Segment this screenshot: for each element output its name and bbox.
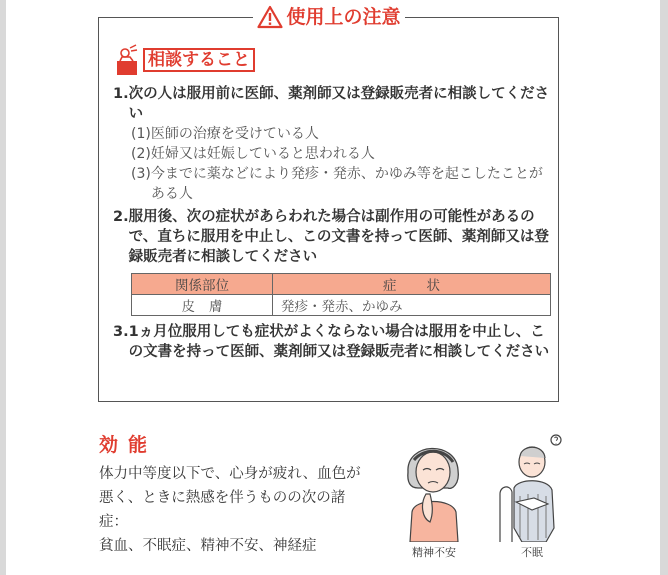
document-page xyxy=(6,0,660,575)
caution-box xyxy=(98,6,559,402)
caution-title-text: 使用上の注意 xyxy=(286,6,401,28)
caution-item-3: 3. 1ヵ月位服用しても症状がよくならない場合は服用を中止し、この文書を持って医師、薬剤師又は登録販売者に相談してください xyxy=(113,324,550,360)
anxious-woman-illustration-icon xyxy=(396,432,472,542)
warning-icon xyxy=(256,5,282,29)
caution-item-2: 2. 服用後、次の症状があらわれた場合は副作用の可能性があるので、直ちに服用を中止し、この文書を持って医師、薬剤師又は登録販売者に相談してください xyxy=(113,209,549,265)
table-header-cell: 症状 xyxy=(273,274,551,295)
efficacy-symptoms: 貧血、不眠症、精神不安、神経症 xyxy=(99,538,317,554)
consult-heading xyxy=(116,44,255,76)
figure-anxiety xyxy=(388,432,480,560)
figure-insomnia xyxy=(486,432,578,560)
caution-items xyxy=(113,84,551,362)
sleepless-man-illustration-icon xyxy=(492,432,572,542)
table-cell: 皮膚 xyxy=(132,295,273,316)
table-row xyxy=(132,295,551,316)
efficacy-text xyxy=(99,462,369,558)
caution-subitem-3: (3) 今までに薬などにより発疹・発赤、かゆみ等を起こしたことがある人 xyxy=(131,166,543,202)
caution-subitem-2: (2) 妊婦又は妊娠していると思われる人 xyxy=(131,146,375,162)
caution-item-1: 1. 次の人は服用前に医師、薬剤師又は登録販売者に相談してください xyxy=(113,86,550,122)
consult-label: 相談すること xyxy=(143,48,255,72)
table-cell: 発疹・発赤、かゆみ xyxy=(273,295,551,316)
figure-caption: 不眠 xyxy=(521,546,543,559)
efficacy-title: 効能 xyxy=(99,434,158,456)
consult-person-icon xyxy=(116,44,138,76)
symptom-table xyxy=(131,273,551,316)
caution-subitem-1: (1) 医師の治療を受けている人 xyxy=(131,126,319,142)
caution-title xyxy=(252,4,404,30)
table-header-cell: 関係部位 xyxy=(132,274,273,295)
table-header-row xyxy=(132,274,551,295)
efficacy-description: 体力中等度以下で、心身が疲れ、血色が悪く、ときに熱感を伴うものの次の諸症： xyxy=(99,466,361,530)
figure-caption: 精神不安 xyxy=(412,546,456,559)
